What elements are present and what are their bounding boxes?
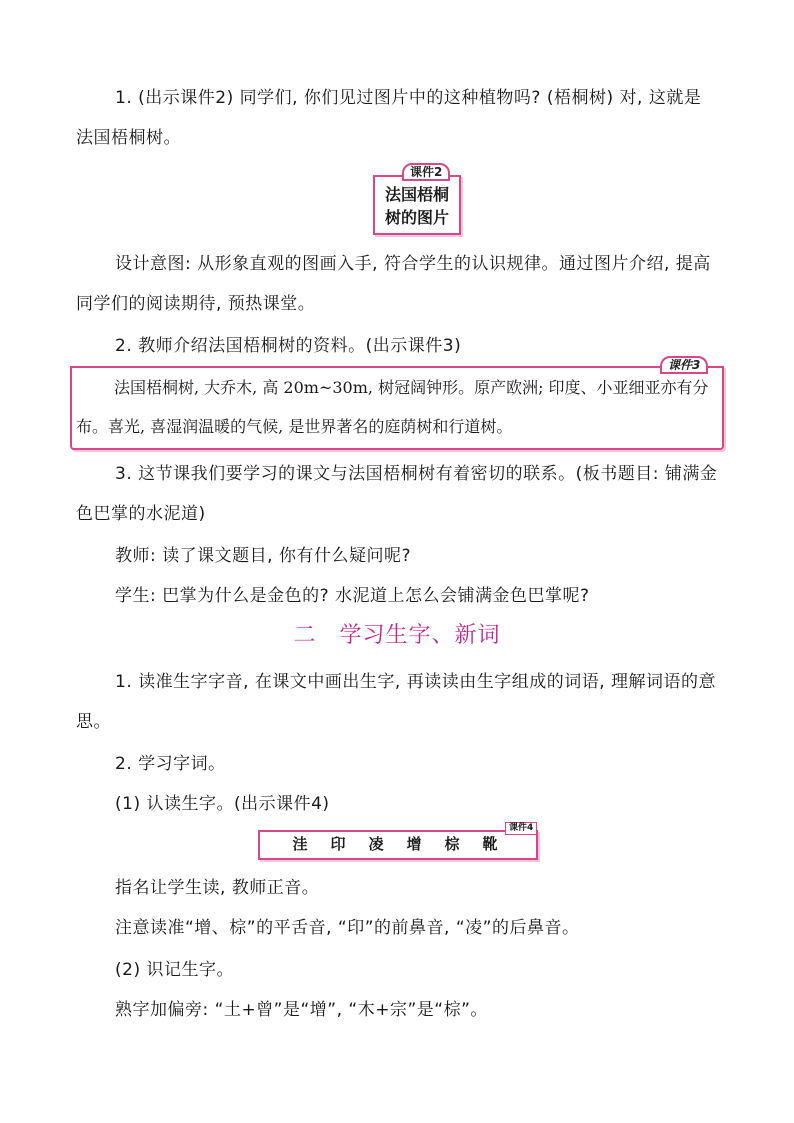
courseware-2-line1: 法国梧桐	[384, 185, 449, 204]
design-intent: 设计意图: 从形象直观的图画入手, 符合学生的认识规律。通过图片介绍, 提高同学们的阅读期待, 预热课堂。	[76, 254, 711, 314]
courseware-tag-3: 课件3	[660, 356, 708, 374]
courseware-2-line2: 树的图片	[384, 208, 449, 227]
step-2-2: (2) 识记生字。	[115, 960, 234, 980]
paragraph-3: 3. 这节课我们要学习的课文与法国梧桐树有着密切的联系。(板书题目: 铺满金色巴掌的水泥道)	[76, 464, 718, 524]
student-question: 学生: 巴掌为什么是金色的? 水泥道上怎么会铺满金色巴掌呢?	[115, 586, 590, 606]
step-radicals: 熟字加偏旁: “土+曾”是“增”, “木+宗”是“棕”。	[115, 1000, 488, 1020]
teacher-question: 教师: 读了课文题目, 你有什么疑问呢?	[115, 546, 411, 566]
courseware-2-text	[373, 183, 461, 229]
step-pronunciation: 注意读准“增、棕”的平舌音, “印”的前鼻音, “凌”的后鼻音。	[115, 918, 580, 938]
courseware-3-text: 法国梧桐树, 大乔木, 高 20m~30m, 树冠阔钟形。原产欧洲; 印度、小亚细亚亦有分布。喜光, 喜湿润温暖的气候, 是世界著名的庭荫树和行道树。	[76, 378, 709, 436]
courseware-tag-2: 课件2	[402, 163, 450, 181]
courseware-tag-4: 课件4	[505, 822, 537, 835]
section-heading: 二 学习生字、新词	[293, 623, 501, 648]
paragraph-2: 2. 教师介绍法国梧桐树的资料。(出示课件3)	[115, 336, 462, 356]
step-2: 2. 学习字词。	[115, 754, 226, 774]
step-correct: 指名让学生读, 教师正音。	[115, 878, 320, 898]
courseware-4-chars: 洼 印 凌 增 棕 靴	[292, 835, 502, 853]
paragraph-1: 1. (出示课件2) 同学们, 你们见过图片中的这种植物吗? (梧桐树) 对, 这就是法国梧桐树。	[76, 88, 702, 148]
step-2-1: (1) 认读生字。(出示课件4)	[115, 794, 330, 814]
step-1: 1. 读准生字字音, 在课文中画出生字, 再读读由生字组成的词语, 理解词语的意思。	[76, 672, 717, 732]
